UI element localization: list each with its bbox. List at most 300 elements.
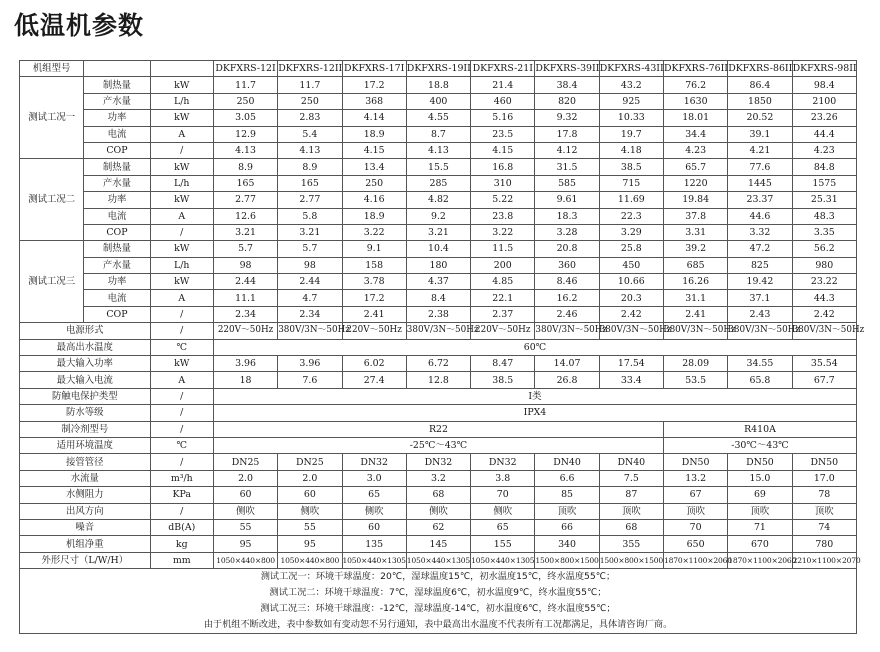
metric-value: 25.8 <box>599 241 663 257</box>
metric-value: 47.2 <box>728 241 792 257</box>
metric-unit: kW <box>150 274 213 290</box>
metric-value: 250 <box>278 93 342 109</box>
row-value: 6.72 <box>406 356 470 372</box>
metric-value: 368 <box>342 93 406 109</box>
metric-value: 8.7 <box>406 126 470 142</box>
condition-row <box>20 93 857 109</box>
metric-value: 23.37 <box>728 192 792 208</box>
row-value: 侧吹 <box>406 503 470 519</box>
row-value: 8.47 <box>471 356 535 372</box>
row-value: 85 <box>535 487 599 503</box>
row-value-group-b: -30℃～43℃ <box>663 437 856 453</box>
row-label: 水流量 <box>20 470 151 486</box>
row-value: 17.54 <box>599 356 663 372</box>
row-unit: mm <box>150 552 213 568</box>
row-value: 65.8 <box>728 372 792 388</box>
row-value: 95 <box>213 536 277 552</box>
metric-value: 825 <box>728 257 792 273</box>
metric-value: 3.28 <box>535 224 599 240</box>
row-value: 355 <box>599 536 663 552</box>
row-value: DN25 <box>278 454 342 470</box>
metric-value: 18.01 <box>663 110 727 126</box>
metric-value: 18.3 <box>535 208 599 224</box>
metric-value: 13.4 <box>342 159 406 175</box>
metric-value: 3.05 <box>213 110 277 126</box>
row-value: 220V～50Hz <box>213 323 277 339</box>
row-label: 最大输入电流 <box>20 372 151 388</box>
metric-label: 功率 <box>84 274 150 290</box>
row-value: 55 <box>213 519 277 535</box>
metric-value: 16.26 <box>663 274 727 290</box>
metric-value: 2.77 <box>213 192 277 208</box>
metric-value: 43.2 <box>599 77 663 93</box>
row-label: 防触电保护类型 <box>20 388 151 404</box>
row-value: 74 <box>792 519 856 535</box>
metric-label: 产水量 <box>84 93 150 109</box>
pipe-row <box>20 454 857 470</box>
metric-unit: kW <box>150 241 213 257</box>
metric-value: 2.44 <box>278 274 342 290</box>
metric-value: 2.43 <box>728 306 792 322</box>
metric-value: 4.13 <box>213 142 277 158</box>
metric-label: 功率 <box>84 192 150 208</box>
row-value: 380V/3N～50Hz <box>663 323 727 339</box>
header-label: 机组型号 <box>20 61 84 77</box>
metric-label: 产水量 <box>84 257 150 273</box>
row-label: 防水等级 <box>20 405 151 421</box>
metric-value: 23.8 <box>471 208 535 224</box>
metric-value: 12.6 <box>213 208 277 224</box>
row-value: DN40 <box>599 454 663 470</box>
row-value: 1870×1100×2060 <box>663 552 727 568</box>
row-value: 3.2 <box>406 470 470 486</box>
row-value: 3.96 <box>213 356 277 372</box>
metric-value: 4.16 <box>342 192 406 208</box>
metric-value: 11.1 <box>213 290 277 306</box>
metric-value: 2.41 <box>342 306 406 322</box>
row-value: 18 <box>213 372 277 388</box>
row-value: 380V/3N～50Hz <box>278 323 342 339</box>
metric-value: 4.7 <box>278 290 342 306</box>
metric-value: 4.15 <box>471 142 535 158</box>
metric-value: 450 <box>599 257 663 273</box>
metric-value: 48.3 <box>792 208 856 224</box>
row-value: 380V/3N～50Hz <box>406 323 470 339</box>
condition-row <box>20 274 857 290</box>
metric-value: 685 <box>663 257 727 273</box>
header-empty <box>84 61 150 77</box>
metric-value: 10.66 <box>599 274 663 290</box>
metric-value: 2.44 <box>213 274 277 290</box>
metric-value: 4.55 <box>406 110 470 126</box>
row-unit: / <box>150 323 213 339</box>
condition-row <box>20 208 857 224</box>
metric-value: 5.16 <box>471 110 535 126</box>
metric-value: 16.2 <box>535 290 599 306</box>
metric-unit: kW <box>150 110 213 126</box>
row-value-group-a: -25℃～43℃ <box>213 437 663 453</box>
metric-value: 44.4 <box>792 126 856 142</box>
metric-value: 4.13 <box>406 142 470 158</box>
metric-value: 3.21 <box>406 224 470 240</box>
row-value: 380V/3N～50Hz <box>599 323 663 339</box>
row-unit: / <box>150 503 213 519</box>
metric-value: 2.42 <box>792 306 856 322</box>
condition-row <box>20 142 857 158</box>
metric-value: 3.78 <box>342 274 406 290</box>
metric-value: 310 <box>471 175 535 191</box>
row-value: 顶吹 <box>599 503 663 519</box>
row-label: 外形尺寸（L/W/H） <box>20 552 151 568</box>
row-value: 12.8 <box>406 372 470 388</box>
row-value: 62 <box>406 519 470 535</box>
header-row <box>20 61 857 77</box>
row-unit: ℃ <box>150 339 213 355</box>
row-value-group-b: R410A <box>663 421 856 437</box>
max-input-power-row <box>20 356 857 372</box>
row-label: 水侧阻力 <box>20 487 151 503</box>
metric-value: 76.2 <box>663 77 727 93</box>
model-name: DKFXRS-43II <box>599 61 663 77</box>
row-value: 顶吹 <box>663 503 727 519</box>
row-value: 26.8 <box>535 372 599 388</box>
row-label: 适用环境温度 <box>20 437 151 453</box>
row-value: 380V/3N～50Hz <box>728 323 792 339</box>
row-value: 70 <box>663 519 727 535</box>
row-value: 1050×440×800 <box>213 552 277 568</box>
model-name: DKFXRS-98II <box>792 61 856 77</box>
row-value: 380V/3N～50Hz <box>535 323 599 339</box>
model-name: DKFXRS-21I <box>471 61 535 77</box>
row-value: DN50 <box>792 454 856 470</box>
metric-value: 56.2 <box>792 241 856 257</box>
metric-value: 715 <box>599 175 663 191</box>
row-unit: m³/h <box>150 470 213 486</box>
row-value: 60 <box>213 487 277 503</box>
row-value: 1870×1100×2060 <box>728 552 792 568</box>
metric-value: 360 <box>535 257 599 273</box>
condition-row <box>20 192 857 208</box>
metric-value: 3.31 <box>663 224 727 240</box>
row-unit: ℃ <box>150 437 213 453</box>
metric-value: 98 <box>213 257 277 273</box>
metric-value: 19.7 <box>599 126 663 142</box>
row-unit: KPa <box>150 487 213 503</box>
metric-value: 11.7 <box>278 77 342 93</box>
metric-label: 电流 <box>84 290 150 306</box>
metric-value: 200 <box>471 257 535 273</box>
metric-value: 165 <box>213 175 277 191</box>
model-name: DKFXRS-12II <box>278 61 342 77</box>
metric-value: 31.1 <box>663 290 727 306</box>
row-value: 38.5 <box>471 372 535 388</box>
row-value: 6.6 <box>535 470 599 486</box>
header-empty <box>150 61 213 77</box>
condition-row <box>20 290 857 306</box>
metric-label: 功率 <box>84 110 150 126</box>
row-unit: / <box>150 421 213 437</box>
row-value: 侧吹 <box>213 503 277 519</box>
condition-row <box>20 159 857 175</box>
metric-value: 5.7 <box>278 241 342 257</box>
model-name: DKFXRS-12I <box>213 61 277 77</box>
metric-value: 2.34 <box>213 306 277 322</box>
metric-unit: kW <box>150 192 213 208</box>
metric-value: 17.2 <box>342 290 406 306</box>
metric-unit: A <box>150 208 213 224</box>
metric-value: 5.7 <box>213 241 277 257</box>
metric-value: 12.9 <box>213 126 277 142</box>
outlet-row <box>20 503 857 519</box>
row-value: 17.0 <box>792 470 856 486</box>
row-unit: kg <box>150 536 213 552</box>
metric-value: 22.3 <box>599 208 663 224</box>
metric-value: 19.42 <box>728 274 792 290</box>
metric-label: 产水量 <box>84 175 150 191</box>
row-value: 145 <box>406 536 470 552</box>
row-value: 1050×440×800 <box>278 552 342 568</box>
row-value-merged: IPX4 <box>213 405 856 421</box>
metric-value: 1445 <box>728 175 792 191</box>
metric-unit: L/h <box>150 175 213 191</box>
metric-value: 925 <box>599 93 663 109</box>
metric-value: 39.2 <box>663 241 727 257</box>
row-value: 87 <box>599 487 663 503</box>
metric-value: 4.21 <box>728 142 792 158</box>
metric-value: 37.1 <box>728 290 792 306</box>
metric-value: 21.4 <box>471 77 535 93</box>
metric-unit: kW <box>150 159 213 175</box>
metric-value: 8.9 <box>278 159 342 175</box>
model-name: DKFXRS-76II <box>663 61 727 77</box>
metric-label: 电流 <box>84 208 150 224</box>
row-value-merged: I类 <box>213 388 856 404</box>
metric-unit: L/h <box>150 93 213 109</box>
row-value: 顶吹 <box>792 503 856 519</box>
row-value: 67 <box>663 487 727 503</box>
metric-value: 3.21 <box>278 224 342 240</box>
row-value: 95 <box>278 536 342 552</box>
row-value: 65 <box>471 519 535 535</box>
water-resistance-row <box>20 487 857 503</box>
metric-unit: kW <box>150 77 213 93</box>
metric-value: 3.22 <box>471 224 535 240</box>
row-value: 35.54 <box>792 356 856 372</box>
row-value: 60 <box>342 519 406 535</box>
row-value: 1050×440×1305 <box>471 552 535 568</box>
condition-row <box>20 224 857 240</box>
condition-row <box>20 77 857 93</box>
row-value: 27.4 <box>342 372 406 388</box>
metric-value: 250 <box>342 175 406 191</box>
row-value: 侧吹 <box>342 503 406 519</box>
row-value: 71 <box>728 519 792 535</box>
metric-value: 18.8 <box>406 77 470 93</box>
metric-value: 2.77 <box>278 192 342 208</box>
row-value: 15.0 <box>728 470 792 486</box>
note-condition-2: 测试工况二：环境干球温度：7℃，湿球温度6℃，初水温度9℃，终水温度55℃； <box>269 587 607 599</box>
row-unit: A <box>150 372 213 388</box>
ambient-row <box>20 437 857 453</box>
metric-value: 10.33 <box>599 110 663 126</box>
row-label: 接管管径 <box>20 454 151 470</box>
condition-row <box>20 126 857 142</box>
metric-value: 86.4 <box>728 77 792 93</box>
condition-row <box>20 257 857 273</box>
row-value: 55 <box>278 519 342 535</box>
row-value: DN32 <box>406 454 470 470</box>
row-value: DN50 <box>728 454 792 470</box>
row-value: 3.96 <box>278 356 342 372</box>
metric-value: 285 <box>406 175 470 191</box>
row-unit: dB(A) <box>150 519 213 535</box>
metric-value: 400 <box>406 93 470 109</box>
row-value: 7.5 <box>599 470 663 486</box>
metric-label: 制热量 <box>84 241 150 257</box>
row-value: 34.55 <box>728 356 792 372</box>
metric-value: 3.32 <box>728 224 792 240</box>
row-value: 2.0 <box>278 470 342 486</box>
metric-value: 4.23 <box>663 142 727 158</box>
row-value: 6.02 <box>342 356 406 372</box>
condition-name: 测试工况三 <box>20 241 84 323</box>
metric-value: 1850 <box>728 93 792 109</box>
metric-value: 20.8 <box>535 241 599 257</box>
row-value: 1050×440×1305 <box>406 552 470 568</box>
metric-value: 3.21 <box>213 224 277 240</box>
page-title: 低温机参数 <box>14 11 145 40</box>
condition-row <box>20 175 857 191</box>
metric-value: 2100 <box>792 93 856 109</box>
row-value: 1050×440×1305 <box>342 552 406 568</box>
metric-value: 65.7 <box>663 159 727 175</box>
metric-value: 44.6 <box>728 208 792 224</box>
metric-value: 1575 <box>792 175 856 191</box>
row-value: 220V～50Hz <box>342 323 406 339</box>
metric-value: 15.5 <box>406 159 470 175</box>
metric-value: 3.29 <box>599 224 663 240</box>
metric-value: 9.32 <box>535 110 599 126</box>
row-value: 69 <box>728 487 792 503</box>
metric-value: 34.4 <box>663 126 727 142</box>
metric-value: 165 <box>278 175 342 191</box>
metric-value: 4.82 <box>406 192 470 208</box>
metric-value: 19.84 <box>663 192 727 208</box>
row-value: 28.09 <box>663 356 727 372</box>
metric-value: 31.5 <box>535 159 599 175</box>
metric-label: 电流 <box>84 126 150 142</box>
metric-value: 2.37 <box>471 306 535 322</box>
metric-label: 制热量 <box>84 77 150 93</box>
metric-value: 9.2 <box>406 208 470 224</box>
row-value: DN32 <box>342 454 406 470</box>
row-value: 7.6 <box>278 372 342 388</box>
condition-row <box>20 241 857 257</box>
metric-value: 5.8 <box>278 208 342 224</box>
metric-value: 4.13 <box>278 142 342 158</box>
note-condition-3: 测试工况三：环境干球温度：-12℃，湿球温度-14℃，初水温度6℃，终水温度55℃； <box>260 603 616 615</box>
metric-value: 16.8 <box>471 159 535 175</box>
metric-value: 9.61 <box>535 192 599 208</box>
row-value: 60 <box>278 487 342 503</box>
refrigerant-row <box>20 421 857 437</box>
metric-value: 23.22 <box>792 274 856 290</box>
metric-value: 4.23 <box>792 142 856 158</box>
row-value: 68 <box>599 519 663 535</box>
metric-value: 180 <box>406 257 470 273</box>
row-value: 780 <box>792 536 856 552</box>
row-label: 最高出水温度 <box>20 339 151 355</box>
metric-value: 3.35 <box>792 224 856 240</box>
metric-value: 8.9 <box>213 159 277 175</box>
metric-value: 2.46 <box>535 306 599 322</box>
metric-label: COP <box>84 142 150 158</box>
condition-row <box>20 110 857 126</box>
row-label: 噪音 <box>20 519 151 535</box>
row-value: DN32 <box>471 454 535 470</box>
row-label: 电源形式 <box>20 323 151 339</box>
condition-row <box>20 306 857 322</box>
row-value: DN50 <box>663 454 727 470</box>
metric-unit: / <box>150 306 213 322</box>
metric-value: 37.8 <box>663 208 727 224</box>
metric-value: 1220 <box>663 175 727 191</box>
row-value: 67.7 <box>792 372 856 388</box>
metric-value: 22.1 <box>471 290 535 306</box>
metric-value: 17.2 <box>342 77 406 93</box>
metric-value: 11.7 <box>213 77 277 93</box>
row-value-group-a: R22 <box>213 421 663 437</box>
condition-name: 测试工况二 <box>20 159 84 241</box>
metric-value: 4.37 <box>406 274 470 290</box>
metric-value: 77.6 <box>728 159 792 175</box>
row-value: 顶吹 <box>535 503 599 519</box>
metric-value: 9.1 <box>342 241 406 257</box>
row-value: 68 <box>406 487 470 503</box>
row-value: 1500×800×1500 <box>535 552 599 568</box>
metric-label: COP <box>84 224 150 240</box>
water-flow-row <box>20 470 857 486</box>
metric-label: 制热量 <box>84 159 150 175</box>
row-value: 380V/3N～50Hz <box>792 323 856 339</box>
metric-value: 17.8 <box>535 126 599 142</box>
metric-value: 20.3 <box>599 290 663 306</box>
note-disclaimer: 由于机组不断改进，表中参数如有变动恕不另行通知，表中最高出水温度不代表所有工况都满足，具体请咨询厂商。 <box>203 619 673 631</box>
row-value: DN25 <box>213 454 277 470</box>
metric-unit: / <box>150 142 213 158</box>
metric-value: 460 <box>471 93 535 109</box>
row-value: 顶吹 <box>728 503 792 519</box>
metric-value: 980 <box>792 257 856 273</box>
metric-value: 11.69 <box>599 192 663 208</box>
noise-row <box>20 519 857 535</box>
row-value: 53.5 <box>663 372 727 388</box>
row-label: 机组净重 <box>20 536 151 552</box>
metric-value: 2.42 <box>599 306 663 322</box>
max-input-current-row <box>20 372 857 388</box>
row-label: 制冷剂型号 <box>20 421 151 437</box>
row-value: 3.0 <box>342 470 406 486</box>
metric-value: 10.4 <box>406 241 470 257</box>
metric-value: 2.34 <box>278 306 342 322</box>
ip-grade-row <box>20 405 857 421</box>
metric-value: 2.41 <box>663 306 727 322</box>
metric-value: 44.3 <box>792 290 856 306</box>
row-value: 33.4 <box>599 372 663 388</box>
row-value: 78 <box>792 487 856 503</box>
metric-value: 98.4 <box>792 77 856 93</box>
metric-value: 158 <box>342 257 406 273</box>
